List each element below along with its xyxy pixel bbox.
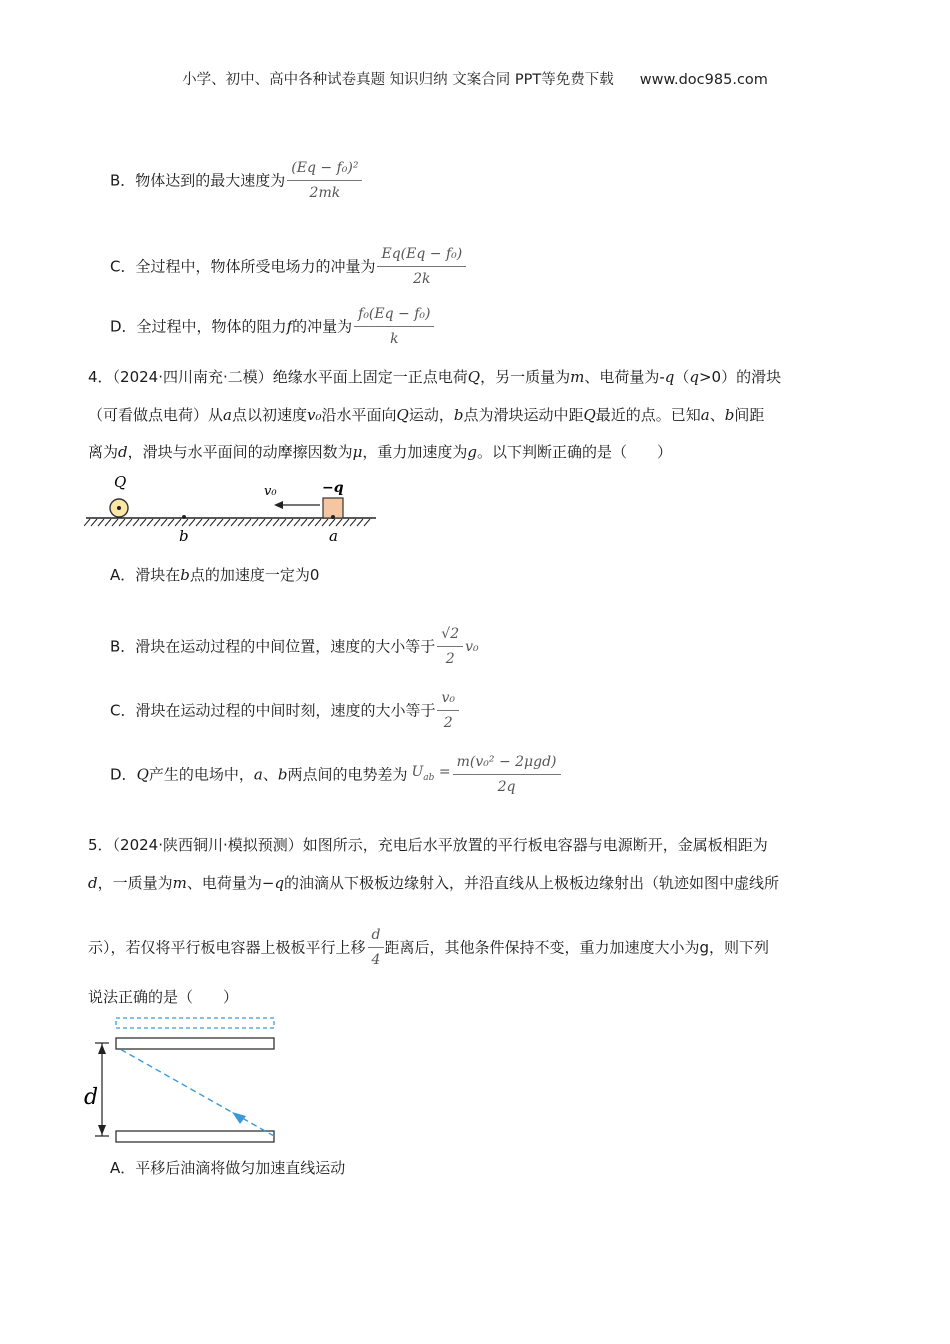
q5-figure: [80, 1012, 280, 1147]
velocity-arrow: [274, 501, 320, 509]
q4-stem-line3: 离为d，滑块与水平面间的动摩擦因数为μ，重力加速度为g。以下判断正确的是（ ）: [88, 443, 673, 461]
hatch-line: [301, 519, 307, 526]
hatch-line: [147, 519, 153, 526]
hatch-line: [357, 519, 363, 526]
hatch-line: [231, 519, 237, 526]
label-b: b: [179, 527, 189, 545]
hatch-line: [343, 519, 349, 526]
hatch-line: [196, 519, 202, 526]
hatch-line: [329, 519, 335, 526]
hatch-line: [280, 519, 286, 526]
q4-stem-line1: 4．（2024·四川南充·二模）绝缘水平面上固定一正点电荷Q，另一质量为m、电荷量为-q（q>0）的滑块: [88, 368, 782, 386]
q4-option-d: D．Q产生的电场中，a、b两点间的电势差为 $U_{ab}$ = $\frac{\text{m(v₀² − 2μgd)}}{2q}$: [110, 752, 561, 797]
hatch-line: [182, 519, 188, 526]
hatch-line: [350, 519, 356, 526]
q5-option-a: A．平移后油滴将做匀加速直线运动: [110, 1159, 346, 1177]
point-a: [331, 515, 335, 519]
q3-option-d: D．全过程中，物体的阻力f的冲量为 $\frac{\text{f₀(Eq − f₀)}}{k}$: [110, 304, 434, 349]
hatch-line: [161, 519, 167, 526]
hatch-line: [98, 519, 104, 526]
hatch-line: [322, 519, 328, 526]
hatch-line: [252, 519, 258, 526]
q3-option-c: C．全过程中，物体所受电场力的冲量为 $\frac{\text{Eq(Eq − f₀)}}{2k}$: [110, 244, 466, 289]
bottom-plate: [116, 1131, 274, 1142]
q4-option-a: A．滑块在b点的加速度一定为0: [110, 566, 320, 584]
label-a: a: [329, 527, 338, 545]
hatch-line: [238, 519, 244, 526]
hatch-line: [364, 519, 370, 526]
ground-hatching: [84, 518, 376, 526]
hatch-line: [119, 519, 125, 526]
hatch-line: [308, 519, 314, 526]
charge-q-circle: [110, 499, 128, 517]
hatch-line: [224, 519, 230, 526]
hatch-line: [175, 519, 181, 526]
q5-stem-line2: d，一质量为m、电荷量为−q的油滴从下极板边缘射入，并沿直线从上极板边缘射出（轨迹如图中虚线所: [88, 874, 780, 892]
hatch-line: [154, 519, 160, 526]
hatch-line: [336, 519, 342, 526]
hatch-line: [217, 519, 223, 526]
label-v0: v₀: [264, 484, 277, 499]
hatch-line: [245, 519, 251, 526]
label-q: Q: [114, 473, 127, 491]
label-d: d: [84, 1085, 99, 1110]
label-charge: −q: [322, 480, 344, 496]
hatch-line: [140, 519, 146, 526]
hatch-line: [126, 519, 132, 526]
hatch-line: [210, 519, 216, 526]
point-b: [182, 515, 186, 519]
top-plate: [116, 1038, 274, 1049]
q3-option-b: B．物体达到的最大速度为 $\frac{\text{(Eq − f₀)²}}{2mk}$: [110, 158, 362, 203]
hatch-line: [294, 519, 300, 526]
hatch-line: [168, 519, 174, 526]
hatch-line: [203, 519, 209, 526]
q3-b-fraction: $\frac{\text{(Eq − f₀)²}}{2mk}$: [287, 158, 362, 203]
hatch-line: [112, 519, 118, 526]
hatch-line: [105, 519, 111, 526]
page-header: [0, 68, 950, 89]
q4-b-fraction: $\frac{√2}{2}$: [437, 624, 463, 669]
q4-option-c: C．滑块在运动过程的中间时刻，速度的大小等于 $\frac{\text{v₀}}{2}$: [110, 688, 459, 733]
hatch-line: [133, 519, 139, 526]
q4-figure: [84, 470, 384, 550]
q5-stem-line4: 说法正确的是（ ）: [88, 988, 239, 1006]
hatch-line: [84, 519, 90, 526]
q5-fraction: $\frac{d}{4}$: [368, 925, 385, 970]
header-site-link[interactable]: www.doc985.com: [639, 72, 768, 88]
hatch-line: [287, 519, 293, 526]
q5-stem-line1: 5．（2024·陕西铜川·模拟预测）如图所示，充电后水平放置的平行板电容器与电源断开，金属板相距为: [88, 836, 768, 854]
q5-stem-line3: 示），若仅将平行板电容器上极板平行上移 $\frac{d}{4}$ 距离后，其他条件保持不变，重力加速度大小为g，则下列: [88, 927, 770, 968]
hatch-line: [266, 519, 272, 526]
trajectory-dashed: [120, 1049, 274, 1136]
hatch-line: [259, 519, 265, 526]
q4-stem-line2: （可看做点电荷）从a点以初速度v₀沿水平面向Q运动，b点为滑块运动中距Q最近的点。已知a、b间距: [88, 406, 765, 424]
q3-c-fraction: $\frac{\text{Eq(Eq − f₀)}}{2k}$: [377, 244, 466, 289]
q4-c-fraction: $\frac{\text{v₀}}{2}$: [437, 688, 459, 733]
hatch-line: [189, 519, 195, 526]
q4-d-fraction: $\frac{\text{m(v₀² − 2μgd)}}{2q}$: [453, 752, 561, 797]
q3-d-fraction: $\frac{\text{f₀(Eq − f₀)}}{k}$: [354, 304, 434, 349]
header-text: 小学、初中、高中各种试卷真题 知识归纳 文案合同 PPT等免费下载: [182, 72, 614, 88]
q4-option-b: B．滑块在运动过程的中间位置，速度的大小等于 $\frac{√2}{2}$ v₀: [110, 626, 479, 667]
hatch-line: [315, 519, 321, 526]
moved-top-plate: [116, 1018, 274, 1028]
hatch-line: [273, 519, 279, 526]
hatch-line: [91, 519, 97, 526]
